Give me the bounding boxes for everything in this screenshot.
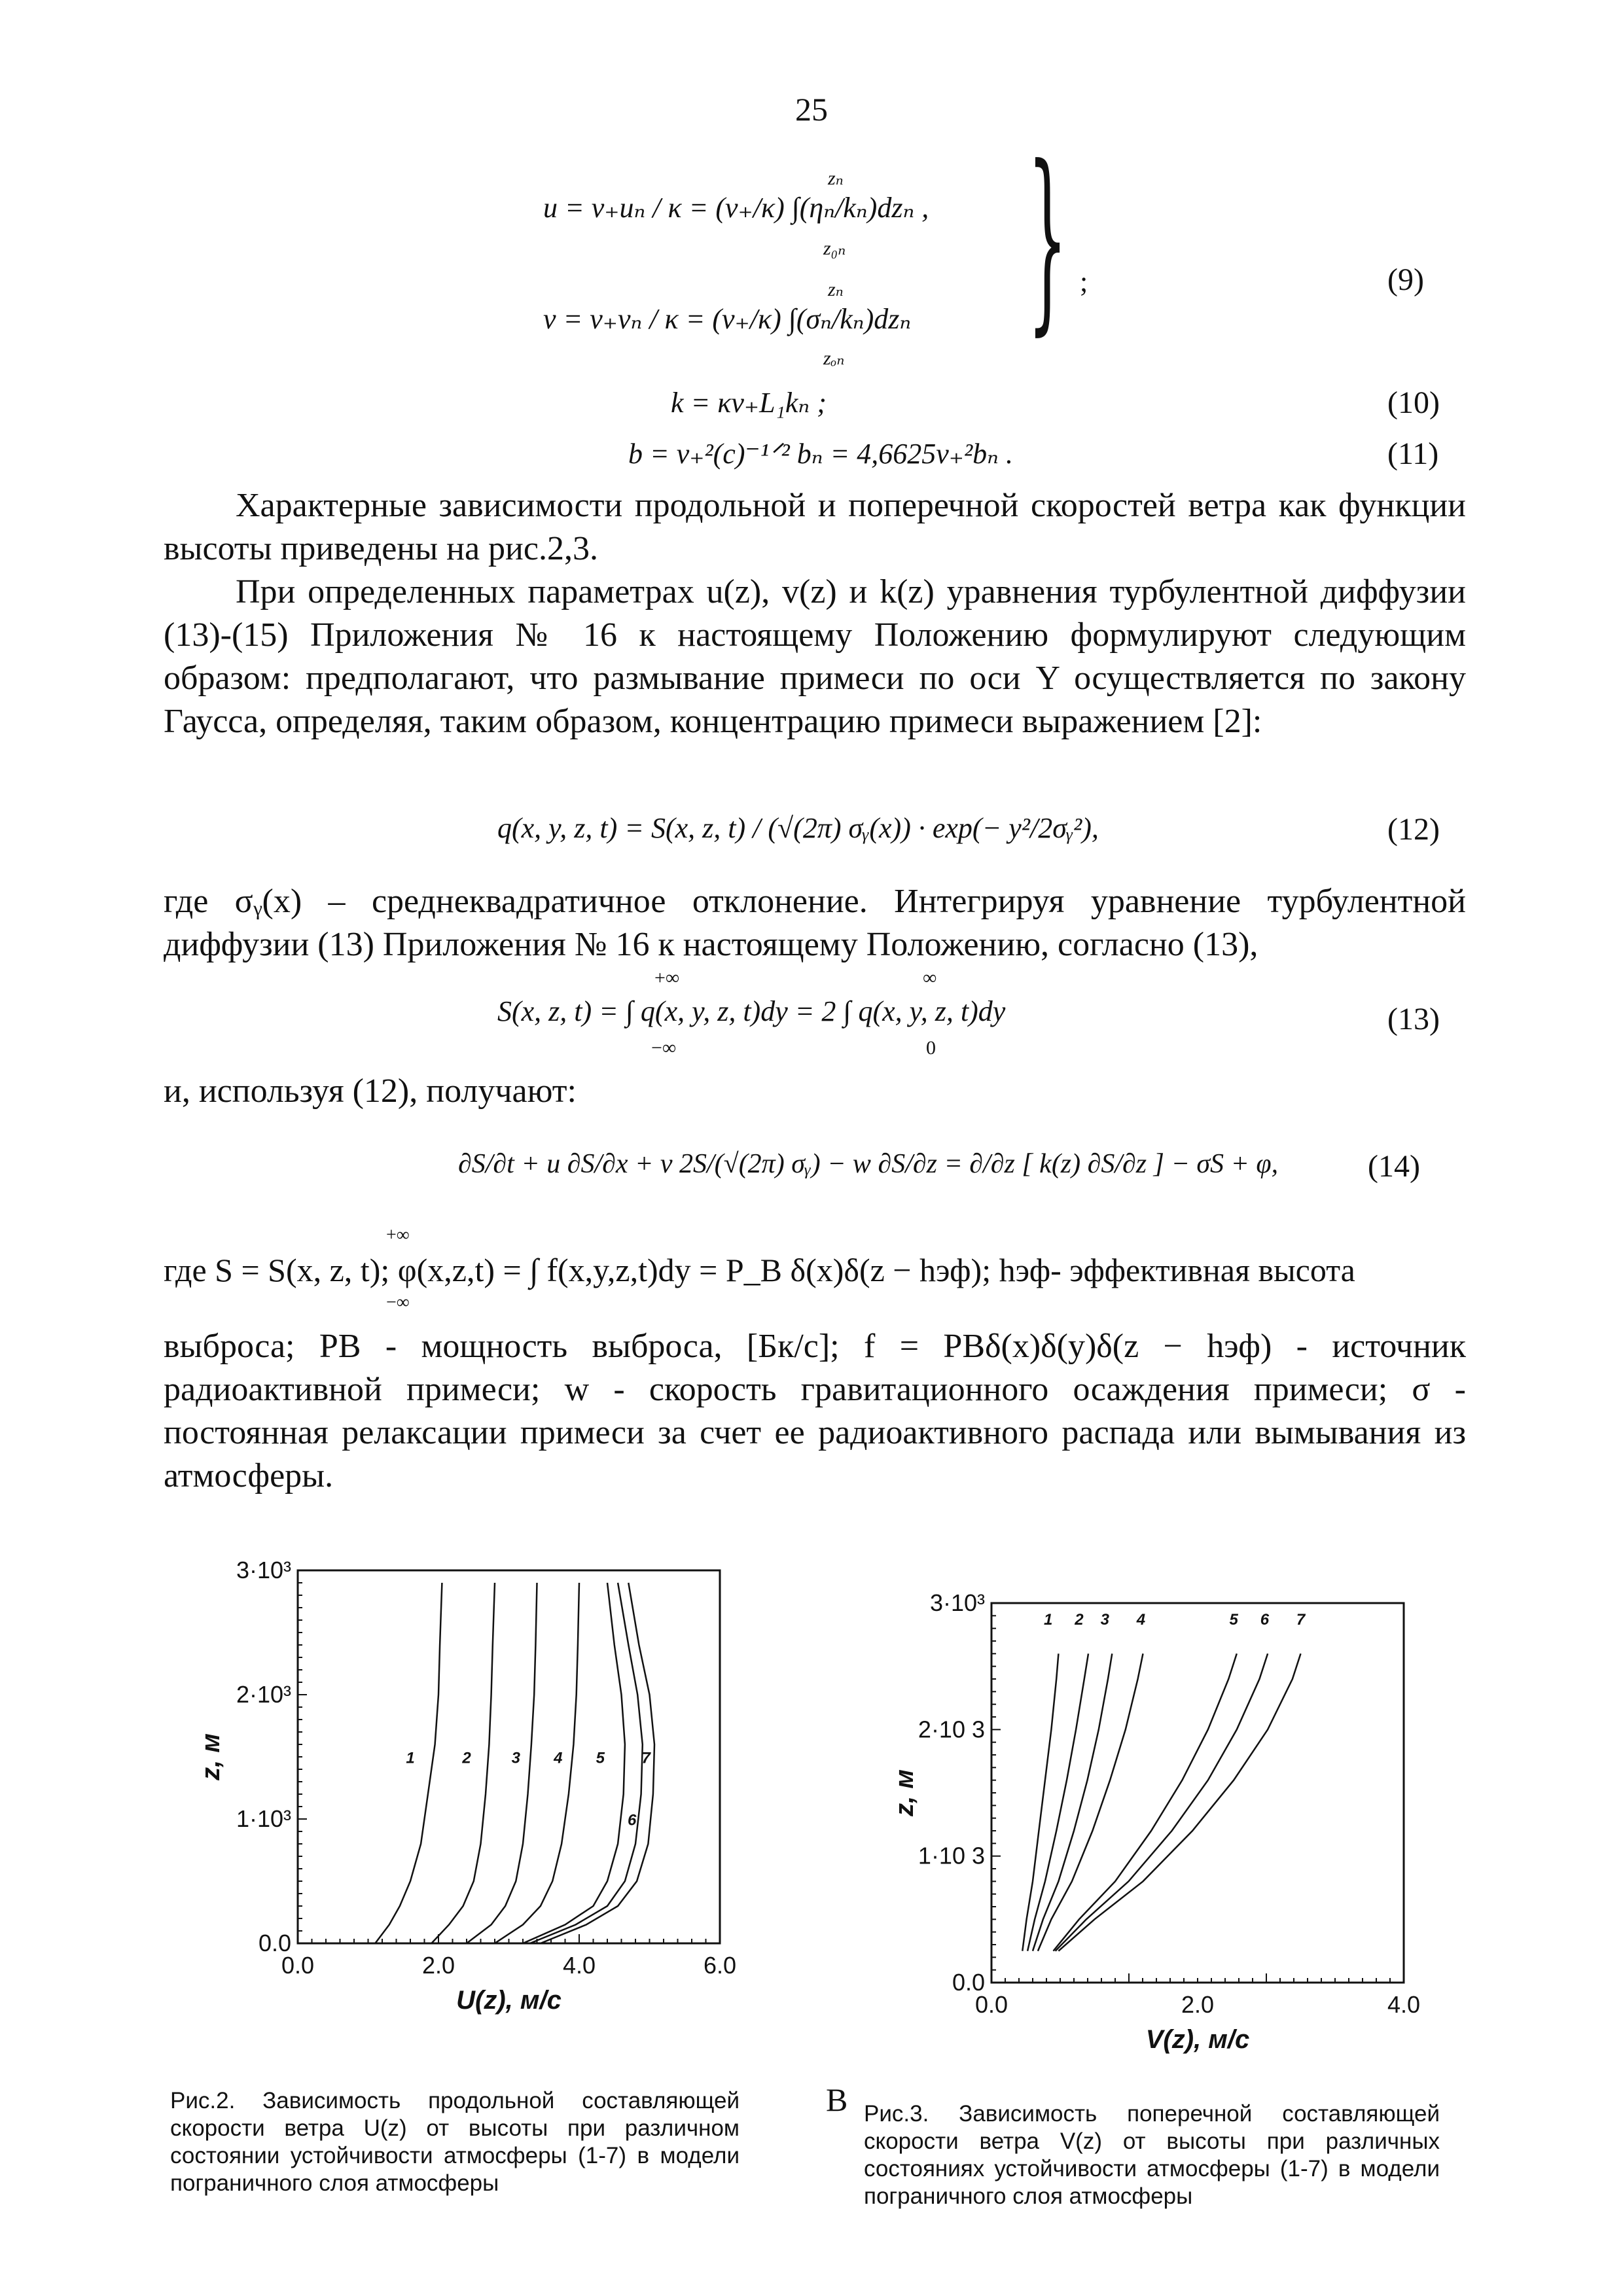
series-line-4	[495, 1583, 579, 1943]
paragraph-1: Характерные зависимости продольной и поперечной скоростей ветра как функции высоты приведены на рис.2,3.	[164, 487, 1466, 567]
paragraph-6: выброса; PB - мощность выброса, [Бк/с]; f = PBδ(x)δ(y)δ(z − hэф) - источник радиоактивной примеси; w - скорость гравитационного осаждения примеси; σ - постоянная релаксации примеси за счет ее радиоактивного распада или вымывания из атмосферы.	[164, 1328, 1466, 1494]
y-axis-label: z, м	[196, 1733, 225, 1780]
series-line-6	[530, 1583, 643, 1943]
x-tick-label: 0.0	[974, 1991, 1008, 2018]
eq14-number: (14)	[1368, 1149, 1420, 1184]
stray-letter: В	[826, 2081, 848, 2118]
p5-limit-upper: +∞	[386, 1225, 410, 1245]
x-axis-label: V(z), м/с	[1145, 2025, 1250, 2054]
series-label-1: 1	[406, 1749, 415, 1767]
series-label-5: 5	[596, 1749, 605, 1767]
eq12-number: (12)	[1387, 812, 1440, 847]
series-line-6	[1056, 1653, 1268, 1951]
plot-frame	[991, 1603, 1404, 1983]
p5-limit-lower: −∞	[386, 1292, 410, 1313]
series-label-4: 4	[1136, 1610, 1146, 1629]
eq9-lower-limit-1: z₀ₙ	[823, 238, 846, 259]
eq13-limit1-lower: −∞	[651, 1037, 677, 1059]
plot-frame	[298, 1570, 720, 1943]
series-label-3: 3	[511, 1749, 520, 1767]
eq14: ∂S/∂t + u ∂S/∂x + v 2S/(√(2π) σᵧ) − w ∂S/∂z = ∂/∂z [ k(z) ∂S/∂z ] − σS + φ,	[458, 1149, 1279, 1179]
series-label-5: 5	[1229, 1610, 1238, 1629]
page-number: 25	[795, 91, 828, 128]
y-tick-label: 1·10 3	[918, 1842, 985, 1869]
series-line-7	[1058, 1653, 1300, 1951]
y-tick-label: 0.0	[952, 1969, 985, 1996]
eq9-upper-limit-2: zₙ	[828, 279, 844, 300]
x-tick-label: 2.0	[1181, 1991, 1215, 2018]
eq11: b = v₊²(c)⁻¹ᐟ² bₙ = 4,6625v₊²bₙ .	[628, 438, 1014, 470]
eq13-limit2-upper: ∞	[923, 967, 937, 989]
eq13-limit1-upper: +∞	[654, 967, 680, 989]
paragraph-3: где σᵧ(x) – среднеквадратичное отклонение. Интегрируя уравнение турбулентной диффузии (13) Приложения № 16 к настоящему Положению, согласно (13),	[164, 883, 1466, 963]
eq9-lower-limit-2: zₒₙ	[823, 347, 845, 369]
eq9-brace: }	[1027, 124, 1068, 353]
series-label-2: 2	[462, 1749, 471, 1767]
series-line-1	[1022, 1653, 1058, 1951]
eq9-line1: u = v₊uₙ / κ = (v₊/κ) ∫(ηₙ/kₙ)dzₙ ,	[543, 192, 929, 224]
eq11-number: (11)	[1387, 436, 1439, 471]
paragraph-2: При определенных параметрах u(z), v(z) и k(z) уравнения турбулентной диффузии (13)-(15) Приложения № 16 к настоящему Положению формулируют следующим образом: предполагают, что размывание примеси по оси Y осуществляется по закону Гаусса, определяя, таким образом, концентрацию примеси выражением [2]:	[164, 573, 1466, 740]
eq13: S(x, z, t) = ∫ q(x, y, z, t)dy = 2 ∫ q(x, y, z, t)dy	[497, 995, 1006, 1027]
eq9-semicolon: ;	[1080, 266, 1088, 298]
paragraph-4: и, используя (12), получают:	[164, 1072, 577, 1110]
series-line-3	[467, 1583, 537, 1943]
y-axis-label: z, м	[890, 1769, 919, 1816]
series-label-7: 7	[1296, 1610, 1306, 1629]
series-label-2: 2	[1075, 1610, 1084, 1629]
eq10-number: (10)	[1387, 385, 1440, 420]
eq12: q(x, y, z, t) = S(x, z, t) / (√(2π) σᵧ(x)) · exp(− y²/2σᵧ²),	[497, 812, 1099, 844]
eq13-limit2-lower: 0	[926, 1037, 936, 1059]
eq9-upper-limit-1: zₙ	[828, 168, 844, 189]
figure-2-caption: Рис.2. Зависимость продольной составляющей скорости ветра U(z) от высоты при различном состоянии устойчивости атмосферы (1-7) в модели пограничного слоя атмосферы	[170, 2088, 740, 2196]
figure-3-chart	[864, 1564, 1466, 2087]
y-tick-label: 3·10³	[236, 1557, 291, 1583]
x-tick-label: 4.0	[1387, 1991, 1421, 2018]
series-label-6: 6	[627, 1811, 637, 1829]
x-tick-label: 0.0	[281, 1952, 315, 1979]
x-tick-label: 6.0	[703, 1952, 737, 1979]
figure-2-chart	[164, 1551, 779, 2061]
series-label-1: 1	[1043, 1610, 1053, 1629]
eq9-line2: v = v₊vₙ / κ = (v₊/κ) ∫(σₙ/kₙ)dzₙ	[543, 303, 912, 335]
paragraph-5-line1: где S = S(x, z, t); φ(x,z,t) = ∫ f(x,y,z,t)dy = P_B δ(x)δ(z − hэф); hэф- эффективная высота	[164, 1252, 1355, 1288]
series-label-4: 4	[554, 1749, 563, 1767]
y-tick-label: 1·10³	[236, 1805, 291, 1832]
eq10: k = κv₊L₁kₙ ;	[671, 387, 827, 419]
series-label-7: 7	[641, 1749, 651, 1767]
y-tick-label: 2·10 3	[918, 1716, 985, 1743]
y-tick-label: 3·10³	[929, 1589, 985, 1616]
y-tick-label: 2·10³	[236, 1681, 291, 1708]
y-tick-label: 0.0	[258, 1930, 291, 1956]
x-tick-label: 2.0	[421, 1952, 455, 1979]
figure-3-caption: Рис.3. Зависимость поперечной составляющей скорости ветра V(z) от высоты при различных состояниях устойчивости атмосферы (1-7) в модели пограничного слоя атмосферы	[864, 2101, 1440, 2209]
x-axis-label: U(z), м/с	[456, 1986, 562, 2015]
series-label-3: 3	[1100, 1610, 1109, 1629]
x-tick-label: 4.0	[562, 1952, 596, 1979]
series-label-6: 6	[1260, 1610, 1270, 1629]
eq9-number: (9)	[1387, 262, 1424, 297]
series-line-5	[523, 1583, 625, 1943]
eq13-number: (13)	[1387, 1002, 1440, 1036]
